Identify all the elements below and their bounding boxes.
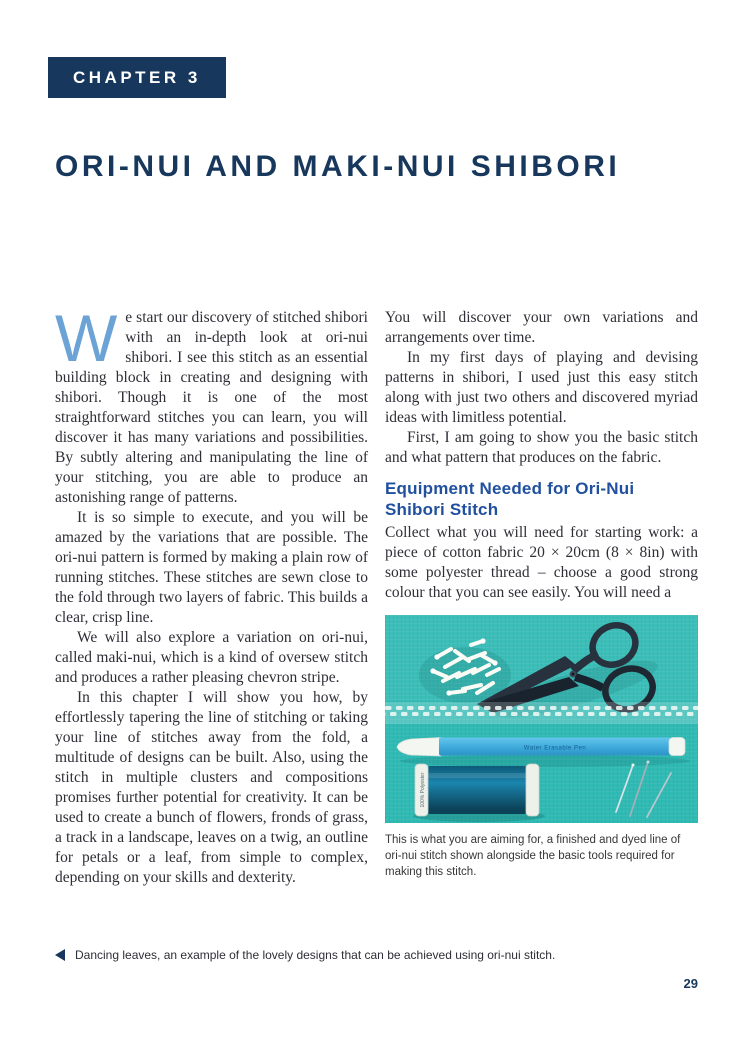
paragraph: Collect what you will need for starting work: a piece of cotton fabric 20 × 20cm (8 × 8in) with some polyester thread – choose a good strong colour that you can see easily. You will need a [385, 524, 698, 601]
spool-label: 100% Polyester [420, 772, 426, 808]
paragraph: In this chapter I will show you how, by effortlessly tapering the line of stitching or taking your line of stitches away from the fold, a multitude of designs can be built. Also, using the stitch in multiple clusters and compositions promises further potential for creativity. It can be used to create a bunch of flowers, fronds of grass, a track in a landscape, leaves on a twig, an outline for petals or a leaf, from simple to complex, depending on your skills and dexterity. [55, 689, 368, 886]
page-title: ORI-NUI AND MAKI-NUI SHIBORI [55, 150, 621, 183]
chapter-badge-label: CHAPTER 3 [73, 67, 201, 87]
equipment-photo [385, 615, 698, 823]
pen-label: Water Erasable Pen [523, 745, 587, 752]
page-number: 29 [683, 976, 698, 991]
drop-cap: W [55, 301, 118, 375]
paragraph-intro-text: e start our discovery of stitched shibori with an in-depth look at ori-nui shibori. I see this stitch as an essential building block in creating and designing with shibori. Though it is one of the most straightforward stitches you can learn, you will discover it has many variations and possibilities. By subtly altering and manipulating the line of your stitching, you are able to produce an astonishing range of patterns. [55, 309, 368, 506]
right-column [385, 308, 698, 880]
left-column [55, 301, 368, 888]
paragraph: It is so simple to execute, and you will be amazed by the variations that are possible. The ori-nui pattern is formed by making a plain row of running stitches. These stitches are sewn close to the fold through two layers of fabric. This builds a clear, crisp line. [55, 509, 368, 626]
thread-spool [413, 764, 545, 822]
chapter-badge [48, 57, 226, 98]
left-arrow-icon [55, 949, 65, 961]
paragraph: First, I am going to show you the basic stitch and what pattern that produces on the fabric. [385, 429, 698, 466]
paragraph-intro [55, 301, 368, 508]
photo-caption: This is what you are aiming for, a finished and dyed line of ori-nui stitch shown alongside the basic tools required for making this stitch. [385, 834, 681, 878]
footer-caption-text: Dancing leaves, an example of the lovely designs that can be achieved using ori-nui stitch. [75, 948, 556, 962]
section-heading: Equipment Needed for Ori-Nui Shibori Stitch [385, 479, 635, 519]
paragraph: You will discover your own variations and arrangements over time. [385, 309, 698, 346]
paragraph: We will also explore a variation on ori-nui, called maki-nui, which is a kind of oversew stitch and produces a rather pleasing chevron stripe. [55, 629, 368, 686]
marking-pen [397, 738, 690, 768]
stitch-line [385, 702, 698, 724]
footer-caption [55, 948, 695, 962]
paragraph: In my first days of playing and devising patterns in shibori, I used just this easy stitch along with just two others and discovered myriad ideas with limitless potential. [385, 349, 698, 426]
equipment-photo-graphic [385, 615, 698, 823]
